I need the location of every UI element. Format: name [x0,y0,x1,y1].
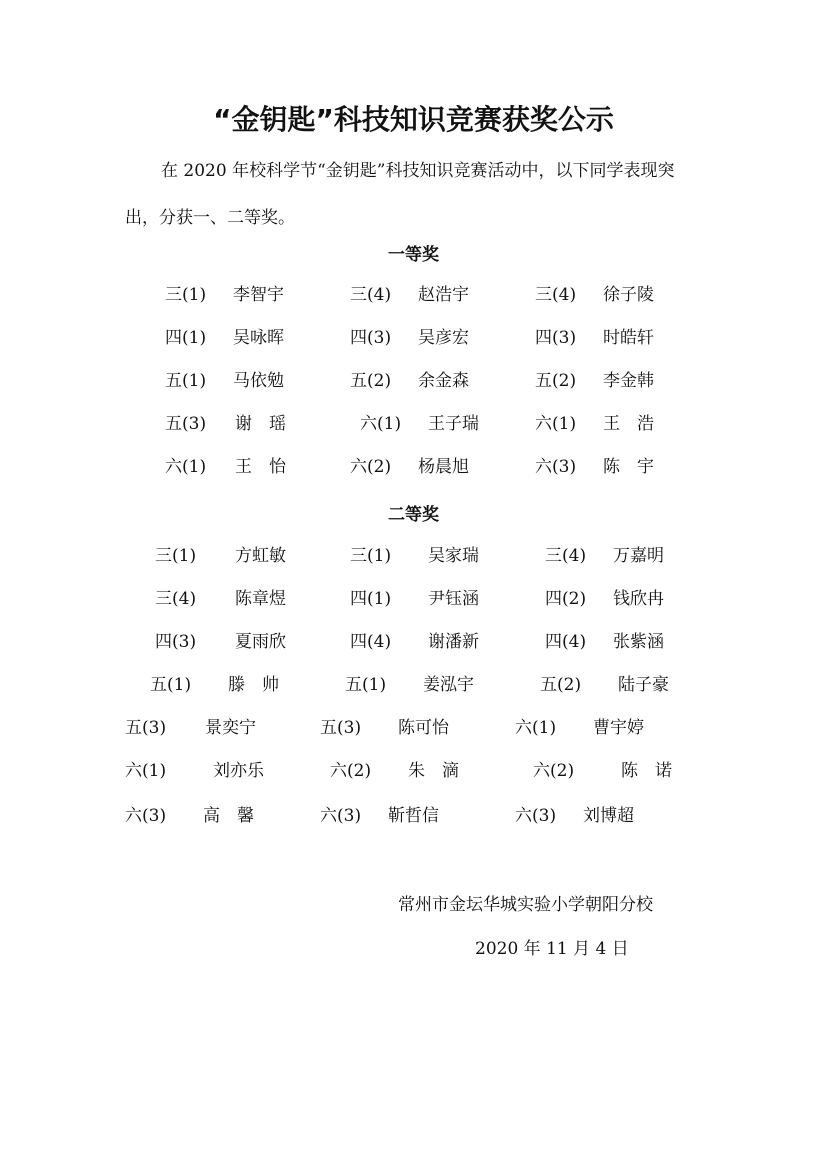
entry-name: 陈章煜 [235,589,286,609]
entry-class: 六(3) [515,806,557,826]
second-prize-entry [515,805,634,827]
intro-paragraph: 在 2020 年校科学节“金钥匙”科技知识竞赛活动中，以下同学表现突出，分获一、二等奖。 [125,161,675,228]
second-prize-entry [125,805,254,827]
second-prize-entry [125,717,256,739]
first-prize-entry [535,370,654,392]
second-prize-entry [350,588,479,610]
entry-name: 吴家瑞 [428,546,479,566]
second-prize-entry [320,805,439,827]
entry-name: 马依勉 [233,371,284,391]
entry-class: 四(4) [350,632,392,652]
second-prize-entry [155,631,286,653]
first-prize-entry [350,370,469,392]
entry-class: 四(4) [545,632,587,652]
entry-name: 王子瑞 [428,414,479,434]
second-prize-entry [345,674,474,696]
entry-name: 景奕宁 [205,718,256,738]
second-prize-entry [515,717,644,739]
second-prize-entry [545,631,664,653]
entry-class: 四(1) [165,328,207,348]
entry-class: 六(3) [535,457,577,477]
entry-name: 李金韩 [603,371,654,391]
entry-name: 余金森 [418,371,469,391]
entry-class: 三(4) [350,285,392,305]
entry-class: 三(4) [535,285,577,305]
entry-name: 陈 宇 [603,457,654,477]
entry-name: 刘亦乐 [213,761,264,781]
entry-name: 陆子豪 [618,675,669,695]
entry-name: 陈 诺 [621,761,672,781]
entry-class: 六(1) [360,414,402,434]
entry-name: 滕 帅 [228,675,279,695]
first-prize-entry [165,327,284,349]
second-prize-entry [545,545,664,567]
entry-class: 三(1) [350,546,392,566]
entry-name: 吴咏晖 [233,328,284,348]
entry-name: 曹宇婷 [593,718,644,738]
entry-name: 谢潘新 [428,632,479,652]
signature-school: 常州市金坛华城实验小学朝阳分校 [398,895,653,915]
first-prize-entry [535,284,654,306]
entry-class: 六(2) [533,761,575,781]
entry-class: 六(1) [535,414,577,434]
entry-name: 万嘉明 [613,546,664,566]
second-prize-entry [533,760,672,782]
entry-name: 高 馨 [203,806,254,826]
entry-name: 靳哲信 [388,806,439,826]
entry-name: 姜泓宇 [423,675,474,695]
first-prize-heading: 一等奖 [388,245,439,265]
entry-class: 四(3) [155,632,197,652]
first-prize-entry [535,327,654,349]
entry-class: 五(3) [125,718,167,738]
entry-name: 刘博超 [583,806,634,826]
page-title: “金钥匙”科技知识竞赛获奖公示 [213,103,614,136]
second-prize-entry [155,588,286,610]
entry-name: 朱 滴 [408,761,459,781]
entry-class: 五(3) [165,414,207,434]
entry-class: 六(2) [350,457,392,477]
entry-name: 王 怡 [235,457,286,477]
first-prize-entry [165,284,284,306]
entry-name: 徐子陵 [603,285,654,305]
entry-class: 六(1) [165,457,207,477]
entry-name: 吴彦宏 [418,328,469,348]
entry-class: 三(4) [155,589,197,609]
entry-class: 五(1) [345,675,387,695]
entry-name: 尹钰涵 [428,589,479,609]
signature-date: 2020 年 11 月 4 日 [475,939,629,959]
entry-class: 五(2) [540,675,582,695]
entry-class: 三(1) [165,285,207,305]
first-prize-entry [535,413,654,435]
entry-class: 三(1) [155,546,197,566]
entry-class: 四(3) [535,328,577,348]
first-prize-entry [165,370,284,392]
entry-name: 陈可怡 [398,718,449,738]
second-prize-entry [155,545,286,567]
entry-name: 时皓轩 [603,328,654,348]
first-prize-entry [350,456,469,478]
second-prize-heading: 二等奖 [388,505,439,525]
entry-class: 四(1) [350,589,392,609]
first-prize-entry [360,413,479,435]
entry-class: 五(1) [165,371,207,391]
first-prize-entry [165,413,286,435]
entry-class: 五(1) [150,675,192,695]
second-prize-entry [545,588,664,610]
first-prize-entry [350,284,469,306]
second-prize-entry [125,760,264,782]
entry-name: 谢 瑶 [235,414,286,434]
second-prize-entry [350,545,479,567]
entry-class: 四(3) [350,328,392,348]
entry-name: 钱欣冉 [613,589,664,609]
entry-class: 六(1) [515,718,557,738]
first-prize-entry [350,327,469,349]
entry-class: 四(2) [545,589,587,609]
entry-name: 方虹敏 [235,546,286,566]
entry-class: 五(2) [350,371,392,391]
entry-class: 六(3) [125,806,167,826]
second-prize-entry [320,717,449,739]
entry-name: 夏雨欣 [235,632,286,652]
entry-class: 五(3) [320,718,362,738]
entry-class: 六(2) [330,761,372,781]
entry-class: 六(1) [125,761,167,781]
second-prize-entry [540,674,669,696]
second-prize-entry [330,760,459,782]
entry-name: 杨晨旭 [418,457,469,477]
second-prize-entry [150,674,279,696]
entry-class: 三(4) [545,546,587,566]
entry-class: 五(2) [535,371,577,391]
entry-name: 张紫涵 [613,632,664,652]
first-prize-entry [165,456,286,478]
second-prize-entry [350,631,479,653]
entry-name: 王 浩 [603,414,654,434]
entry-class: 六(3) [320,806,362,826]
entry-name: 赵浩宇 [418,285,469,305]
entry-name: 李智宇 [233,285,284,305]
first-prize-entry [535,456,654,478]
